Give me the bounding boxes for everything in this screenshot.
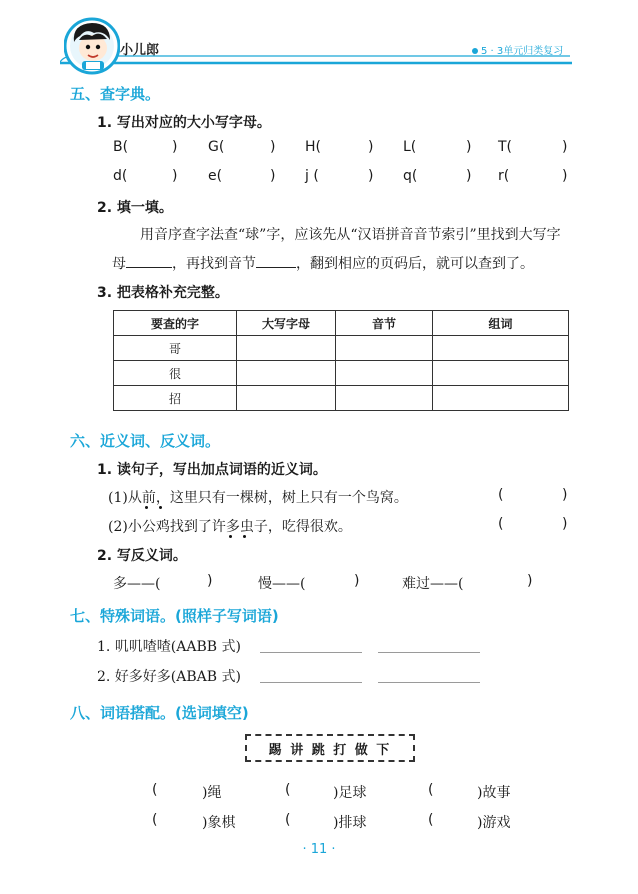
section5-title: 五、查字典。 [70, 85, 161, 103]
section7-title: 七、特殊词语。(照样子写词语) [70, 607, 279, 625]
collocation-open-3: ( [428, 782, 434, 798]
answer-line[interactable] [260, 682, 362, 683]
s5-q2-line1: 用音序查字法查“球”字，应该先从“汉语拼音音节索引”里找到大写字 [140, 227, 561, 243]
table-header-cell: 大写字母 [237, 311, 336, 336]
emphasis-dot-icon [229, 535, 232, 538]
s5-q1-r2-close-2: ) [270, 168, 276, 184]
emphasis-dot-icon [243, 535, 246, 538]
blank-syllable[interactable] [256, 267, 296, 268]
answer-line[interactable] [260, 652, 362, 653]
collocation-word-6: )游戏 [477, 815, 511, 831]
answer-line[interactable] [378, 652, 480, 653]
table-row [114, 386, 569, 411]
table-cell-char: 招 [114, 386, 237, 411]
s5-q2-line2-a: 母 [112, 256, 126, 272]
table-cell-blank[interactable] [433, 336, 569, 361]
s5-q1-r1-open-4: L( [403, 139, 417, 155]
s6-q1-s2-open: ( [498, 516, 504, 532]
table-header-cell: 音节 [336, 311, 433, 336]
s5-q1-r2-close-3: ) [368, 168, 374, 184]
table-cell-blank[interactable] [336, 361, 433, 386]
collocation-word-2: )足球 [333, 785, 367, 801]
table-row [114, 361, 569, 386]
s5-q1-r1-close-3: ) [368, 139, 374, 155]
s5-q3-label: 3. 把表格补充完整。 [97, 285, 229, 301]
s5-q2-label: 2. 填一填。 [97, 200, 173, 216]
table-cell-blank[interactable] [237, 386, 336, 411]
table-header-cell: 要查的字 [114, 311, 237, 336]
s5-q1-r2-open-2: e( [208, 168, 223, 184]
antonym-prompt-1: 多——( [113, 576, 161, 592]
s5-q2-line2-b: ，再找到音节 [172, 256, 256, 272]
s5-q2-line2 [112, 253, 534, 273]
s6-q1-sentence2: (2)小公鸡找到了许多虫子，吃得很欢。 [108, 519, 352, 535]
series-tag-text: 5 · 3单元归类复习 [481, 46, 564, 57]
collocation-word-1: )绳 [202, 785, 222, 801]
section6-title: 六、近义词、反义词。 [70, 432, 221, 450]
s6-q1-s1-close: ) [562, 487, 568, 503]
table-cell-blank[interactable] [237, 336, 336, 361]
s6-q1-sentence1: (1)从前，这里只有一棵树，树上只有一个鸟窝。 [108, 490, 408, 506]
s5-q1-r2-open-1: d( [113, 168, 128, 184]
s5-q1-r2-close-4: ) [466, 168, 472, 184]
table-cell-blank[interactable] [336, 336, 433, 361]
s5-q1-r1-close-4: ) [466, 139, 472, 155]
s5-q1-r1-close-5: ) [562, 139, 568, 155]
collocation-open-4: ( [152, 812, 158, 828]
word-choice-box: 踢 讲 跳 打 做 下 [245, 734, 415, 762]
s5-q1-r1-open-1: B( [113, 139, 129, 155]
s7-item-1: 1. 叽叽喳喳(AABB 式) [97, 639, 241, 655]
s5-q1-label: 1. 写出对应的大小写字母。 [97, 115, 271, 131]
series-tag [472, 42, 563, 57]
dictionary-table [113, 310, 569, 411]
s6-q2-label: 2. 写反义词。 [97, 548, 187, 564]
table-header-row [114, 311, 569, 336]
s5-q1-r1-close-1: ) [172, 139, 178, 155]
emphasis-dot-icon [145, 506, 148, 509]
table-cell-char: 哥 [114, 336, 237, 361]
s5-q1-r2-open-4: q( [403, 168, 418, 184]
collocation-word-5: )排球 [333, 815, 367, 831]
s5-q1-r1-open-2: G( [208, 139, 225, 155]
antonym-close-2: ) [354, 573, 360, 589]
collocation-open-6: ( [428, 812, 434, 828]
antonym-close-3: ) [527, 573, 533, 589]
s5-q2-line2-c: ，翻到相应的页码后，就可以查到了。 [296, 256, 534, 272]
antonym-close-1: ) [207, 573, 213, 589]
emphasis-dot-icon [159, 506, 162, 509]
collocation-word-4: )象棋 [202, 815, 236, 831]
table-cell-blank[interactable] [237, 361, 336, 386]
table-cell-blank[interactable] [433, 386, 569, 411]
page-number: · 11 · [302, 842, 336, 857]
brand-name: 小儿郎 [120, 43, 160, 58]
s6-q1-label: 1. 读句子，写出加点词语的近义词。 [97, 462, 327, 478]
collocation-open-5: ( [285, 812, 291, 828]
answer-line[interactable] [378, 682, 480, 683]
s5-q1-r2-close-5: ) [562, 168, 568, 184]
s7-item-2: 2. 好多好多(ABAB 式) [97, 669, 241, 685]
s6-q1-s1-open: ( [498, 487, 504, 503]
section8-title: 八、词语搭配。(选词填空) [70, 704, 249, 722]
s5-q1-r1-open-5: T( [498, 139, 513, 155]
antonym-prompt-3: 难过——( [402, 576, 464, 592]
collocation-word-3: )故事 [477, 785, 511, 801]
table-cell-blank[interactable] [336, 386, 433, 411]
table-cell-blank[interactable] [433, 361, 569, 386]
blank-capital-letter[interactable] [126, 267, 172, 268]
table-row [114, 336, 569, 361]
s5-q1-r2-open-5: r( [498, 168, 510, 184]
s6-q1-s2-close: ) [562, 516, 568, 532]
s5-q1-r2-close-1: ) [172, 168, 178, 184]
collocation-open-2: ( [285, 782, 291, 798]
s5-q1-r1-close-2: ) [270, 139, 276, 155]
s5-q1-r2-open-3: j ( [305, 168, 319, 184]
mascot-boy-icon [64, 16, 120, 76]
collocation-open-1: ( [152, 782, 158, 798]
table-header-cell: 组词 [433, 311, 569, 336]
tag-dot-icon [472, 48, 478, 54]
s5-q1-r1-open-3: H( [305, 139, 321, 155]
table-cell-char: 很 [114, 361, 237, 386]
antonym-prompt-2: 慢——( [258, 576, 306, 592]
